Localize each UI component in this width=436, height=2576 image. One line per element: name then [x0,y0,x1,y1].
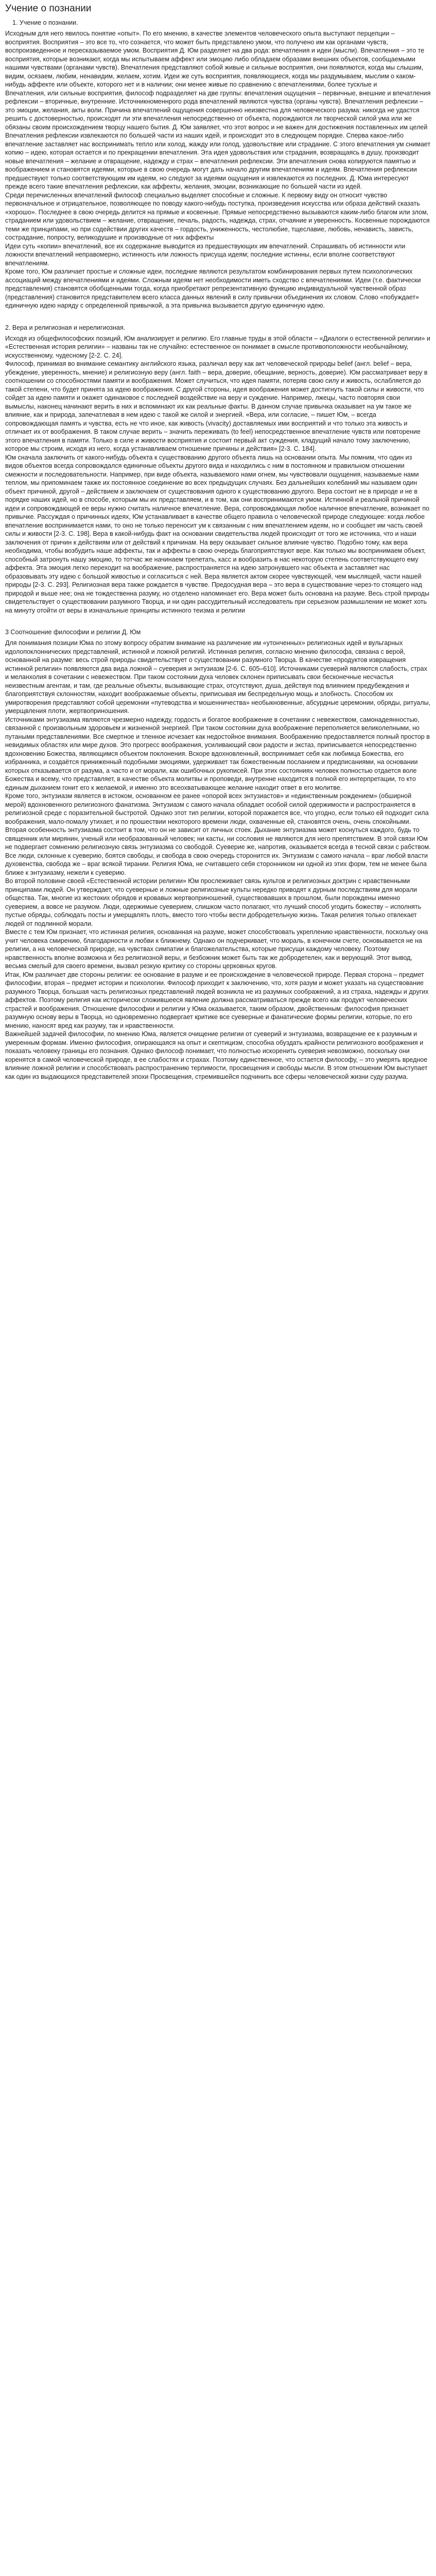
page-title: Учение о познании [5,3,92,14]
paragraph: Кроме того, энтузиазм является в истоком, основанном ее ранее «опорой всех энтузиастов» и «единственным рождением» (обширной мерой) вдохновенного религиозного фанатизма. Энтузиазм с самого начала обладает особой силой одержимости и распространяется в религиозной среде с поразительной быстротой. Однако этот тип религии, которой поражается все, что угодно, если только ей подходит сила воображения, мало-помалу утихает, и по прошествии некоторого времени люди, охваченные ей, становятся очень, очень спокойными. Вторая особенность энтузиазма состоит в том, что он не зависит от личных стоек. Дыхание энтузиазма может коснуться каждого, будь то священник или мирянин, ученый или необразованный человек; ни касты, ни сословия не являются для него препятствием. В этой связи Юм не подвергает сомнению религиозную связь энтузиазма со свободой. Суеверие же, напротив, оказывается всегда в тесной связи с рабством. Все люди, склонные к суеверию, боятся свободы, и свобода в свою очередь сторонится их. Энтузиазм с самого начала – враг любой власти духовенства, свобода же – враг всякой тирании. Религия Юма, не считавшего себя сторонником ни одной из этих форм, тем не менее была ближе к энтузиазму, нежели к суеверию. [5,792,431,876]
section-heading: 2. Вера и религиозная и нерелигиозная. [5,324,126,331]
paragraph: Итак, Юм различает две стороны религии: ее основание в разуме и ее происхождение в человеческой природе. Первая сторона – предмет философии, вторая – предмет истории и психологии. Философ приходит к заключению, что, хотя разум и может указать на существование разумного Творца, большая часть религиозных представлений людей возникла не из разумных соображений, а из страха, надежды и других аффектов. Поэтому религия как исторически сложившееся явление должна рассматриваться прежде всего как продукт человеческих страстей и воображения. Отношение философии и религии у Юма оказывается, таким образом, двойственным: философия признает разумную основу веры в Творца, но одновременно подвергает критике все суеверные и фанатические формы религии, которые, по его мнению, наносят вред как разуму, так и нравственности. [5,971,429,1029]
paragraph: Для понимания позиции Юма по этому вопросу обратим внимание на различение им «утонченных» религиозных идей и вульгарных идолопоклоннических представлений, истинной и ложной религий. Истинная религия, согласно мнению философа, связана с верой, основанной на разуме: весь строй природы свидетельствует о существовании разумного Творца. В качестве «продуктов извращения истинной религии» появляются два вида ложной – суеверия и энтузиазм [2-6. С. 605–610]. Источниками суеверий являются слабость, страх и меланхолия в сочетании с невежеством. При таком состоянии духа человек склонен приписывать свои бесконечные несчастья неизвестным агентам, и там, где реальные объекты, вызывающие страх, отсутствуют, душа, действуя под влиянием предубеждения и благоприятствуя склонностям, находит воображаемые объекты, приписывая им беспредельную мощь и злобность. Способом их умиротворения представляют собой церемонии «путеводства и мошенничества» необыкновенные, абсурдные церемонии, обряды, ритуалы, умерщвления плоти, жертвоприношения. [5,639,431,715]
paragraph: Важнейшей задачей философии, по мнению Юма, является очищение религии от суеверий и энтузиазма, возвращение ее к разумным и умеренным формам. Именно философия, опирающаяся на опыт и скептицизм, способна обуздать крайности религиозного воображения и показать человеку границы его познания. Однако философ понимает, что полностью искоренить суеверия невозможно, поскольку они коренятся в самой человеческой природе, в ее слабостях и страхах. Поэтому единственное, что остается философу, – это умерять вредное влияние ложной религии и способствовать распространению терпимости, просвещения и свободы мысли. В этом отношении Юм выступает как один из выдающихся представителей эпохи Просвещения, стремившейся подчинить все сферы человеческой жизни суду разума. [5,1030,428,1080]
section-knowledge [5,19,431,310]
section-heading: 3 Соотношение философии и религии Д. Юм [5,629,141,636]
paragraph: Идеи суть «копии» впечатлений, все их содержание выводится из предшествующих им впечатлений. Спрашивать об истинности или ложности впечатлений неправомерно, истинность или ложность присуща идеям; последние истинны, если вполне соответствуют впечатлениям. [5,242,406,267]
document-page [0,0,436,1081]
paragraph: Кроме того, Юм различает простые и сложные идеи, последние являются результатом комбинирования первых путем психологических ассоциаций между впечатлениями и идеями. Сложным идеям нет необходимости иметь сходство с впечатлениями. Идеи (т.е. фактически представления) становятся обобщенными тогда, когда приобретают репрезентативную функцию индивидуальной чувственной образ (представления) становится представителем всего класса данных явлений в силу привычки объединения их словом. Слово «побуждает» единичную идею наряду с определенной привычкой, а эта привычка вызывается другую единичную идею. [5,268,421,309]
paragraph: Вместе с тем Юм признает, что истинная религия, основанная на разуме, может способствовать укреплению нравственности, поскольку она учит человека смирению, благодарности и любви к ближнему. Однако он подчеркивает, что мораль, в конечном счете, основывается не на религии, а на человеческой природе, на чувствах симпатии и благожелательства, которые присущи каждому человеку. Поэтому нравственность вполне возможна и без религиозной веры, и безбожник может быть так же добродетелен, как и верующий. Этот вывод, весьма смелый для своего времени, вызвал резкую критику со стороны церковных кругов. [5,928,428,970]
paragraph: Исходя из общефилософских позиций, Юм анализирует и религию. Его главные труды в этой области – «Диалоги о естественной религии» и «Естественная история религии» – названы так не случайно: естественное он понимает в смысле противоположности необычайному, искусственному, чудесному [2-2. С. 24]. [5,334,430,359]
section-faith [5,324,431,615]
paragraph: Юм сначала заключить от какого-нибудь объекта к существованию другого объекта лишь на основании опыта. Мы помним, что один из видов объектов всегда сопровождался единичные объекты другого вида и находились с ним в постоянном и правильном отношении смежности и последовательности. Например, при виде объекта, называемого нами огнем, мы чувствовали ощущения, называемые нами теплом, мы припоминаем также их постоянное соединение во всех предыдущих случаях. Без дальнейших колебаний мы называем один объект причиной, другой – действием и заключаем от существования одного к существованию другого. Вера состоит не в природе и не в порядке наших идей, но в способе, которым мы их представляем, и в том, как они воспринимаются умом. Истинной и реальной причиной идеи и сопровождающей ее веры нужно считать наличное впечатление. Вера, сопровождающая любое наличное впечатление, возникает по привычке. Рассуждая о причинных идеях, Юм устанавливает в качестве общего правила о человеческой природе следующее: когда любое впечатление воспринимается нами, то оно не только переносит ум к связанным с ним впечатлением идеям, но и сообщает им часть своей силы и живости [2-3. С. 198]. Вера в какой-нибудь факт на основании свидетельства людей происходит от того же источника, что и наши заключения от причин к действиям или от действий к причинам. На веру оказывает сильное влияние чувство. Подобно тому, как вера необходима, чтобы возбудить наше аффекты, так и аффекты в свою очередь благоприятствуют вере. Как только мы воспринимаем объект, способный затронуть нашу эмоцию, то тотчас же начинаем трепетать, касс и вообразить в нас некоторую степень соответствующего ему аффекта. Эта эмоция легко переходит на воображение, распространяется на идею затронувшего нас объекта и заставляет нас образовывать эту идею с большой живостью и согласиться с ней. Вера является актом скорее чувствующей, чем мыслящей, части нашей природы [2-3. С. 293]. Религиозная вера также рождается в чувстве. Предосудная вера – это вера в существование через-то стоящего над природой и выше нее; она не тождественна разуму, но отделено напоминает его. Вера может быть основана на разуме. Весь строй природы свидетельствует о существовании разумного Творца, и ни один рассудительный исследователь при серьезном размышлении не может хоть на минуту отойти от веры в изначальные принципы истинного теизма и религии [5,453,430,614]
paragraph: Во второй половине своей «Естественной истории религии» Юм прослеживает связь культов и религиозных доктрин с нравственными принципами людей. Он утверждает, что суеверные и ложные религиозные культы нередко приводят к дурным последствиям для морали общества. Так, многие из жестоких обрядов и кровавых жертвоприношений, существовавших в прошлом, были порождены именно суеверием, а вовсе не разумом. Люди, одержимые суеверием, слишком часто полагают, что лучший способ угодить божеству – исполнять пустые обряды, соблюдать посты и умерщвлять плоть, вместо того чтобы вести добродетельную жизнь. Такая религия только отвлекает людей от подлинной морали. [5,877,422,927]
section-philosophy-religion [5,628,431,1081]
section-heading: 1. Учение о познании. [12,19,78,26]
paragraph: Впечатления, или сильные восприятия, философ подразделяет на две группы: впечатления ощущения – первичные, внешние и впечатления рефлексии – вторичные, внутренние. Источникноменнрого рода впечатлений являются чувства (органы чувств). Впечатления рефлексии – это эмоции, желания, акты воли. Причина впечатлений ощущения совершенно неизвестна для человеческого разума: никогда не удастся решить с достоверностью, происходят ли эти впечатления непосредственно от объекта, порождаются ли творческой силой ума или же обязаны своим происхождением творцу нашего бытия. Д. Юм заявляет, что этот вопрос и не важен для достижения поставленных им целей [5,89,431,131]
paragraph: Среди перечисленных впечатлений философ специально выделяет способные и сложные. К первому виду он относит чувство первоначальное и отрицательное, позволяющее по поводу какого-нибудь поступка, произведения искусства или образа действий сказать «хорошо». Последнее в свою очередь делится на прямые и косвенные. Прямые непосредственно вызываются каким-либо благом или злом, страданием или удовольствием – желание, отвращение, печаль, радость, надежда, страх, отчаяние и уверенность. Косвенные порождаются теми же принципами, но при содействии других качеств – гордость, униженность, честолюбие, тщеславие, любовь, ненависть, зависть, сострадание, попросту, великодушие и производные от них аффекты [5,191,430,241]
paragraph: Источниками энтузиазма являются чрезмерно надежду, гордость и богатое воображение в сочетании с невежеством, самонадеянностью, связанной с произвольным здоровьем и жизненной энергией. При таком состоянии духа воображение переполняется великолепными, но путаными представлениями. Все смертное и тленное исчезает как недостойное внимания. Воображению предоставляется полный простор в невидимых областях или мире духов. Это прогресс воображения, усиливающий свои радости и экстаз, приписывается непосредственно вдохновению Божества, являющимся объектом поклонения. Вскоре вдохновленный, воспринимает себя как любимца Божества, его избранника, и создаётся приниженный подобными эмоциями, удерживает так божественным посланием и предписаниями, на основании которых отказывается от разума, а часто и от морали, как ошибочных рукописей. При этих состояниях человек полностью отдается воле Божества и всему, что представляет, в качестве объекта молитвы и проповеди, внутренне находится в полной его интерпретации, то кто единым дыханием гонит его к желаемой, и именно это всеохватывающее желание находит ответ в его молитве. [5,716,430,791]
paragraph: Философ, принимая во внимание семантику английского языка, различал веру как акт человеческой природы belief (англ. belief – вера, убеждение, уверенность, мнение) и религиозную веру (англ. faith – вера, доверие, обещание, верность, доверие). Юм рассматривает веру в соотношении со способностями памяти и воображения. Может случиться, что идея памяти, потеряв свою силу и живость, ослабляется до такой степени, что будет принята за идею воображения. С другой стороны, идея воображения может достигнуть такой силы и живости, что сойдет за идею памяти и окажет одинаковое с последней воздействие на веру и суждение. Например, лжецы, часто повторяя свои вымыслы, наконец начинают верить в них и вспоминают их как реальные факты. В данном случае привычка оказывает на ум такое же влияние, как и природа, запечатлевая в нем идею с такой же силой и энергией. «Вера, или согласие, – пишет Юм, – всегда сопровождающая память и чувства, есть не что иное, как живость (vivacity) доставляемых ими восприятий и что только эта живость и отличает их от воображения. В таком случае верить – значить переживать (to feel) непосредственное впечатление чувств или повторение этого впечатления в памяти. Только в силе и живости восприятия и состоит первый акт суждения, кладущий начало тому заключению, которое мы строим, исходя из него, когда устанавливаем отношение причины и действия» [2-3. С. 184]. [5,360,428,452]
paragraph: Исходным для него явилось понятие «опыт». По его мнению, в качестве элементов человеческого опыта выступают перцепции – восприятия. Восприятия – это все то, что сознается, что может быть представлено умом, что получено им как органами чувств, воспроизведенное и пересказываемое умом. Восприятия Д. Юм разделяет на два рода: впечатления и идеи (мысли). Впечатления – это те восприятия, которые возникают, когда мы испытываем аффект или эмоцию либо обладаем образами внешних объектов, сообщаемыми нашими чувствами (органами чувств). Впечатления представляют собой живые и сильные восприятия, они появляются, когда мы слышим, видим, осязаем, любим, ненавидим, желаем, хотим. Идеи же суть восприятия, появляющиеся, когда мы раздумываем, мыслим о каком-нибудь аффекте или объекте, которого нет и в наличии; они менее живые по сравнению с впечатлениями, более тусклые и [5,30,425,88]
paragraph: Впечатления рефлексии извлекаются по большей части из наших идей, и происходит это в следующем порядке. Сперва какое-либо впечатление заставляет нас воспринимать тепло или холод, жажду или голод, удовольствие или страдание. С этого впечатления ум снимает копию – идею, которая остается и по прекращении впечатления. Эта идея удовольствия или страдания, возвращаясь в душу, производит новые впечатления – желание и отвращение, надежду и страх – впечатления рефлексии. Эти впечатления снова копируются памятью и воображением и становятся идеями, которые в свою очередь могут дать начало другим впечатлениям и идеям. Впечатления рефлексии предшествуют только соответствующим им идеям, но следуют за идеями ощущения и извлекаются из последних. Д. Юма интересуют прежде всего такие впечатления рефлексии, как аффекты, желания, эмоции, возникающие по большей части из идей. [5,132,431,190]
